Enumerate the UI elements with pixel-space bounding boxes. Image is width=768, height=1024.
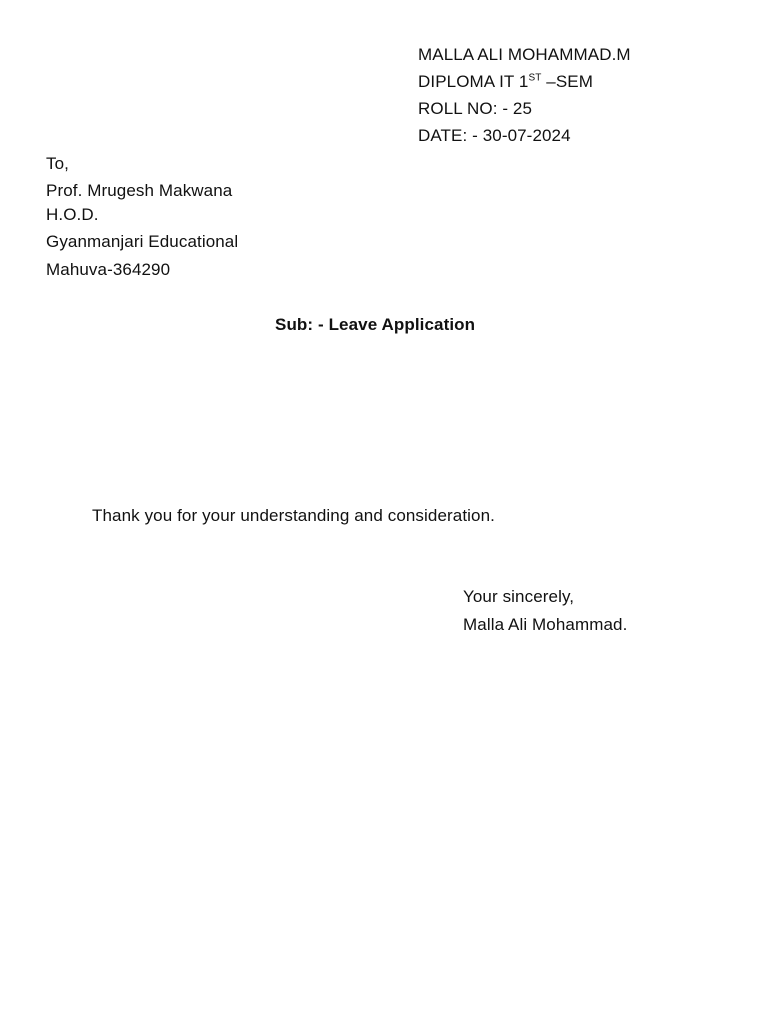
sender-course — [418, 71, 593, 93]
recipient-designation: H.O.D. — [46, 205, 99, 224]
recipient-salutation: To, — [46, 154, 69, 173]
recipient-address: Mahuva-364290 — [46, 260, 171, 279]
recipient-institution: Gyanmanjari Educational — [46, 232, 239, 251]
sender-name: MALLA ALI MOHAMMAD.M — [418, 45, 631, 64]
sender-course-superscript: ST — [528, 72, 542, 84]
letter-date: DATE: - 30-07-2024 — [418, 126, 571, 145]
recipient-name: Prof. Mrugesh Makwana — [46, 181, 233, 200]
letter-subject: Sub: - Leave Application — [275, 315, 476, 334]
sender-roll-no: ROLL NO: - 25 — [418, 99, 533, 118]
sender-course-suffix: –SEM — [541, 72, 593, 91]
sender-course-prefix: DIPLOMA IT 1 — [418, 72, 529, 91]
signature-name: Malla Ali Mohammad. — [463, 615, 628, 634]
signature-valediction: Your sincerely, — [463, 587, 575, 606]
body-closing-line: Thank you for your understanding and consideration. — [92, 506, 495, 525]
